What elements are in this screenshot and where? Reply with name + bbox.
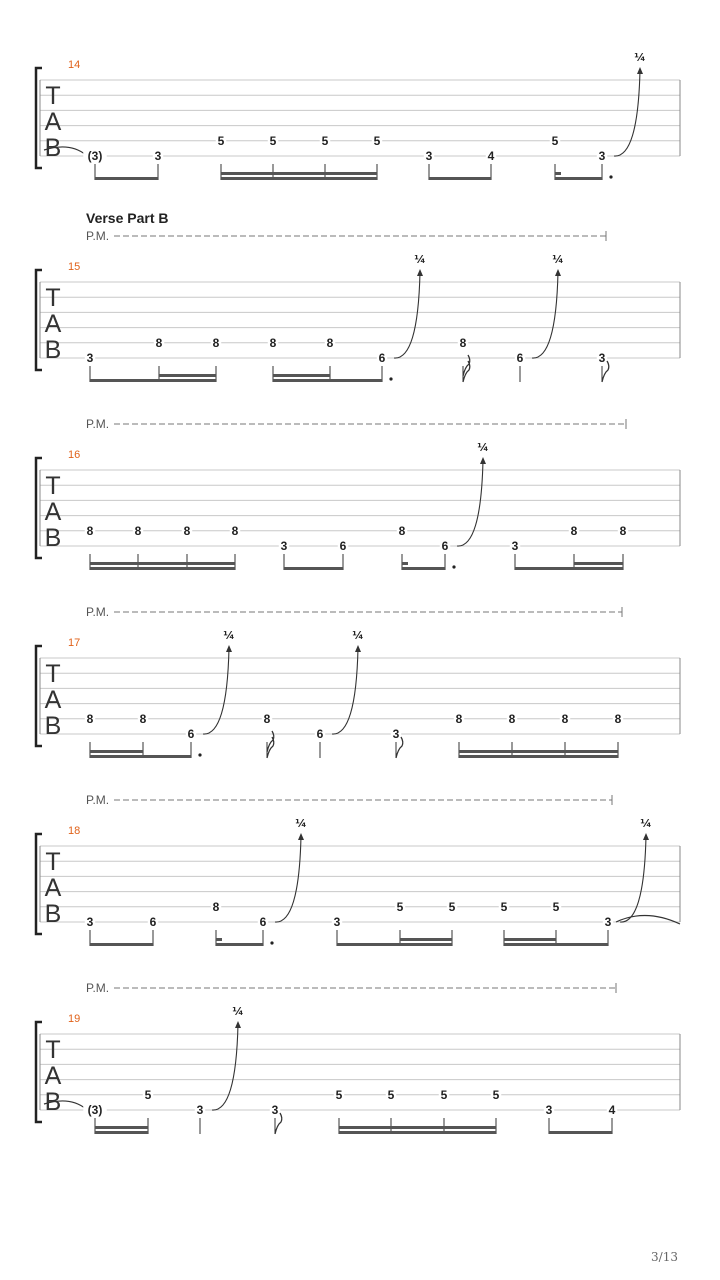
fret-number: 3 [511, 539, 519, 553]
fret-number: 4 [487, 149, 495, 163]
beam-primary [504, 943, 608, 946]
system-bracket [36, 458, 42, 558]
fret-number: 8 [614, 711, 622, 726]
palm-mute-label: P.M. [86, 793, 110, 807]
rhythm-dot [198, 753, 201, 756]
system-bracket [36, 834, 42, 934]
bar-number: 17 [68, 637, 81, 649]
beam-primary [90, 943, 153, 946]
tab-system-15 [36, 229, 680, 382]
rhythm-dot [609, 175, 612, 178]
tab-clef-letter: B [44, 134, 62, 162]
system-bracket [36, 270, 42, 370]
fret-number: 3 [392, 727, 400, 741]
bar-number: 18 [68, 825, 81, 837]
beam-secondary [504, 938, 556, 941]
beam-stub [555, 172, 561, 175]
beam-secondary [90, 562, 235, 565]
beam-primary [90, 379, 216, 382]
beam-primary [555, 177, 602, 180]
palm-mute-label: P.M. [86, 417, 110, 431]
fret-number: 5 [321, 133, 329, 148]
fret-number: 5 [448, 899, 456, 914]
tie-arc [616, 915, 680, 924]
fret-number: 3 [598, 351, 606, 365]
tab-clef-letter: B [44, 712, 62, 740]
beam-secondary [459, 750, 618, 753]
fret-number: 3 [154, 149, 162, 163]
palm-mute-label: P.M. [86, 229, 110, 243]
tab-system-16 [36, 417, 680, 570]
fret-number: 8 [263, 711, 271, 726]
tab-clef-letter: A [44, 686, 62, 714]
bend-amount: ¼ [552, 253, 564, 266]
beam-primary [95, 1131, 148, 1134]
fret-number: 6 [187, 727, 195, 741]
fret-number: 6 [149, 915, 157, 929]
beam-primary [515, 567, 623, 570]
bend-amount: ¼ [477, 441, 489, 454]
fret-number: 4 [608, 1103, 616, 1117]
fret-number: 8 [508, 711, 516, 726]
bend-curve [275, 836, 301, 922]
system-bracket [36, 68, 42, 168]
fret-number: 8 [86, 523, 94, 538]
tab-clef-letter: A [44, 874, 62, 902]
tab-clef-letter: B [44, 1088, 62, 1116]
fret-number: 5 [492, 1087, 500, 1102]
bend-arrowhead [355, 645, 361, 652]
fret-number: 5 [440, 1087, 448, 1102]
fret-number: 8 [561, 711, 569, 726]
beam-secondary [95, 1126, 148, 1129]
bend-curve [332, 648, 358, 734]
fret-number: 3 [86, 351, 94, 365]
bend-curve [620, 836, 646, 922]
beam-primary [549, 1131, 612, 1134]
rhythm-dot [270, 941, 273, 944]
fret-number: 5 [144, 1087, 152, 1102]
fret-number: 8 [619, 523, 627, 538]
fret-number: 6 [441, 539, 449, 553]
fret-number: 3 [86, 915, 94, 929]
fret-number: 8 [86, 711, 94, 726]
bend-amount: ¼ [640, 817, 652, 830]
bend-arrowhead [226, 645, 232, 652]
fret-number: (3) [87, 1103, 103, 1117]
fret-number: 3 [598, 149, 606, 163]
beam-secondary [400, 938, 452, 941]
fret-number: 8 [269, 335, 277, 350]
beam-primary [429, 177, 491, 180]
bend-arrowhead [480, 457, 486, 464]
fret-number: 8 [212, 335, 220, 350]
fret-number: 5 [396, 899, 404, 914]
tab-clef-letter: B [44, 524, 62, 552]
fret-number: 5 [552, 899, 560, 914]
fret-number: 3 [333, 915, 341, 929]
bar-number: 16 [68, 449, 81, 461]
tab-clef-letter: T [45, 472, 61, 500]
fret-number: 8 [231, 523, 239, 538]
beam-primary [221, 177, 377, 180]
rhythm-dot [452, 565, 455, 568]
tab-clef-letter: A [44, 108, 62, 136]
fret-number: 8 [326, 335, 334, 350]
fret-number: 8 [139, 711, 147, 726]
system-bracket [36, 1022, 42, 1122]
tab-system-14 [36, 51, 680, 180]
fret-number: 8 [570, 523, 578, 538]
bend-curve [212, 1024, 238, 1110]
system-bracket [36, 646, 42, 746]
bend-curve [203, 648, 229, 734]
fret-number: 3 [545, 1103, 553, 1117]
beam-primary [402, 567, 445, 570]
beam-secondary [339, 1126, 496, 1129]
bend-arrowhead [555, 269, 561, 276]
tab-system-17 [36, 605, 680, 758]
beam-stub [216, 938, 222, 941]
fret-number: 5 [551, 133, 559, 148]
beam-secondary [159, 374, 216, 377]
fret-number: 3 [425, 149, 433, 163]
fret-number: 8 [134, 523, 142, 538]
tab-clef-letter: T [45, 848, 61, 876]
fret-number: 5 [373, 133, 381, 148]
tab-clef-letter: T [45, 660, 61, 688]
bar-number: 14 [68, 59, 81, 71]
beam-primary [273, 379, 382, 382]
fret-number: 5 [500, 899, 508, 914]
section-label: Verse Part B [86, 210, 169, 226]
tab-clef-letter: A [44, 310, 62, 338]
bend-arrowhead [298, 833, 304, 840]
fret-number: 8 [212, 899, 220, 914]
bend-arrowhead [637, 67, 643, 74]
fret-number: 5 [335, 1087, 343, 1102]
tab-clef-letter: A [44, 1062, 62, 1090]
rhythm-dot [389, 377, 392, 380]
fret-number: 3 [604, 915, 612, 929]
tab-clef-letter: B [44, 336, 62, 364]
fret-number: 6 [339, 539, 347, 553]
beam-primary [216, 943, 263, 946]
beam-primary [90, 567, 235, 570]
fret-number: 6 [378, 351, 386, 365]
palm-mute-label: P.M. [86, 605, 110, 619]
fret-number: 3 [271, 1103, 279, 1117]
fret-number: 6 [516, 351, 524, 365]
tab-system-18 [36, 793, 680, 946]
beam-secondary [574, 562, 623, 565]
bend-arrowhead [417, 269, 423, 276]
beam-stub [402, 562, 408, 565]
bend-amount: ¼ [634, 51, 646, 64]
fret-number: 8 [459, 335, 467, 350]
beam-secondary [90, 750, 143, 753]
fret-number: 6 [316, 727, 324, 741]
fret-number: 6 [259, 915, 267, 929]
bar-number: 15 [68, 261, 81, 273]
tab-system-19 [36, 981, 680, 1134]
bend-amount: ¼ [295, 817, 307, 830]
tab-clef-letter: T [45, 82, 61, 110]
fret-number: 8 [155, 335, 163, 350]
bend-curve [394, 272, 420, 358]
beam-primary [90, 755, 191, 758]
bend-amount: ¼ [223, 629, 235, 642]
beam-secondary [221, 172, 377, 175]
beam-primary [339, 1131, 496, 1134]
bend-amount: ¼ [352, 629, 364, 642]
bend-amount: ¼ [232, 1005, 244, 1018]
bend-amount: ¼ [414, 253, 426, 266]
beam-primary [459, 755, 618, 758]
fret-number: 5 [217, 133, 225, 148]
bend-curve [457, 460, 483, 546]
fret-number: 8 [398, 523, 406, 538]
tab-clef-letter: T [45, 284, 61, 312]
bend-curve [532, 272, 558, 358]
bend-arrowhead [643, 833, 649, 840]
beam-primary [337, 943, 452, 946]
fret-number: 3 [280, 539, 288, 553]
beam-primary [95, 177, 158, 180]
bend-arrowhead [235, 1021, 241, 1028]
tab-clef-letter: T [45, 1036, 61, 1064]
palm-mute-label: P.M. [86, 981, 110, 995]
bar-number: 19 [68, 1013, 81, 1025]
fret-number: (3) [87, 149, 103, 163]
tab-clef-letter: B [44, 900, 62, 928]
beam-secondary [273, 374, 330, 377]
fret-number: 5 [387, 1087, 395, 1102]
bend-curve [614, 70, 640, 156]
fret-number: 3 [196, 1103, 204, 1117]
fret-number: 8 [455, 711, 463, 726]
page-number: 3/13 [651, 1250, 678, 1264]
tab-clef-letter: A [44, 498, 62, 526]
fret-number: 5 [269, 133, 277, 148]
fret-number: 8 [183, 523, 191, 538]
beam-primary [284, 567, 343, 570]
